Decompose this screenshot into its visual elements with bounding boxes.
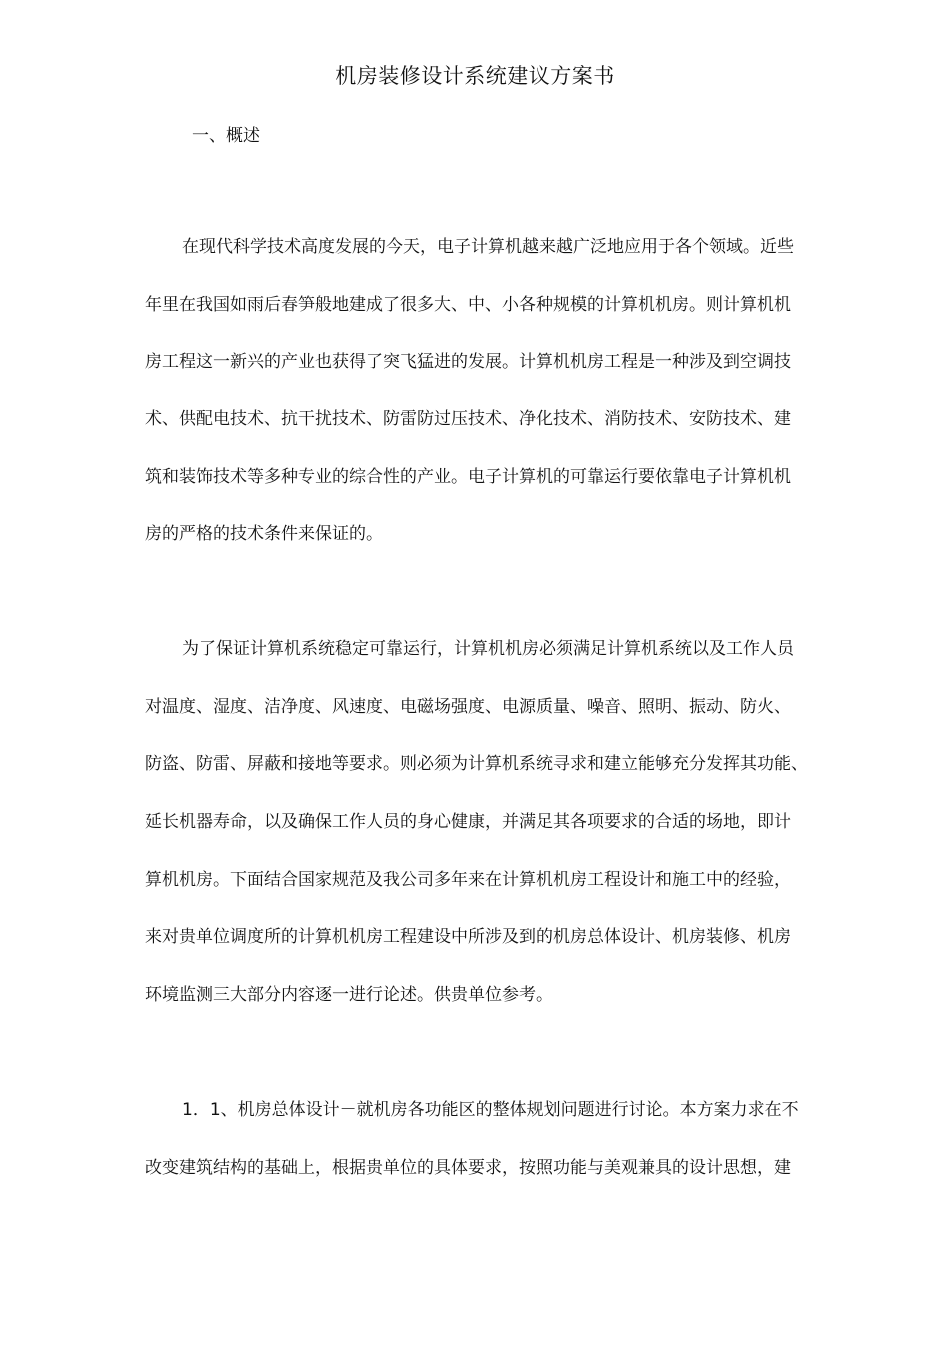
- paragraph-line: 对温度、湿度、洁净度、风速度、电磁场强度、电源质量、噪音、照明、振动、防火、: [145, 697, 791, 717]
- paragraph-line: 房的严格的技术条件来保证的。: [145, 524, 383, 544]
- paragraph-line: 来对贵单位调度所的计算机机房工程建设中所涉及到的机房总体设计、机房装修、机房: [145, 927, 791, 947]
- paragraph-line: 算机机房。下面结合国家规范及我公司多年来在计算机机房工程设计和施工中的经验，: [145, 870, 791, 890]
- document-title: 机房装修设计系统建议方案书: [335, 64, 615, 88]
- paragraph-line: 延长机器寿命，以及确保工作人员的身心健康，并满足其各项要求的合适的场地，即计: [145, 812, 791, 832]
- paragraph-line: 环境监测三大部分内容逐一进行论述。供贵单位参考。: [145, 985, 553, 1005]
- paragraph-line: 在现代科学技术高度发展的今天，电子计算机越来越广泛地应用于各个领域。近些: [182, 237, 794, 257]
- paragraph-line: 年里在我国如雨后春笋般地建成了很多大、中、小各种规模的计算机机房。则计算机机: [145, 295, 791, 315]
- paragraph-line: 筑和装饰技术等多种专业的综合性的产业。电子计算机的可靠运行要依靠电子计算机机: [145, 467, 791, 487]
- paragraph-line: 1．1、机房总体设计－就机房各功能区的整体规划问题进行讨论。本方案力求在不: [182, 1100, 799, 1120]
- section-heading: 一、概述: [192, 126, 260, 146]
- paragraph-line: 为了保证计算机系统稳定可靠运行，计算机机房必须满足计算机系统以及工作人员: [182, 639, 794, 659]
- paragraph-line: 术、供配电技术、抗干扰技术、防雷防过压技术、净化技术、消防技术、安防技术、建: [145, 409, 791, 429]
- paragraph-line: 房工程这一新兴的产业也获得了突飞猛进的发展。计算机机房工程是一种涉及到空调技: [145, 352, 791, 372]
- paragraph-line: 改变建筑结构的基础上，根据贵单位的具体要求，按照功能与美观兼具的设计思想，建: [145, 1158, 791, 1178]
- paragraph-line: 防盗、防雷、屏蔽和接地等要求。则必须为计算机系统寻求和建立能够充分发挥其功能、: [145, 754, 808, 774]
